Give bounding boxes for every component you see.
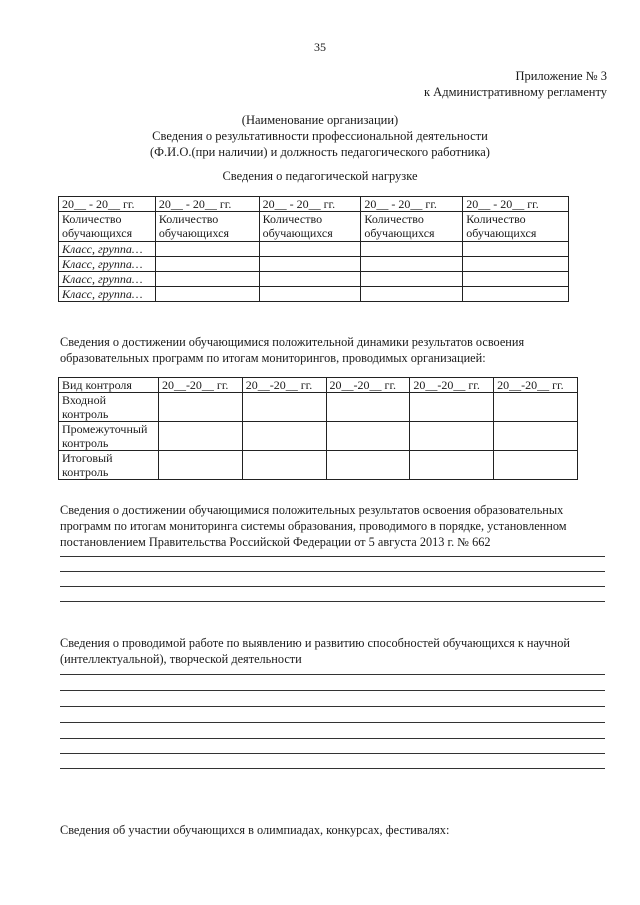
page-number: 35 bbox=[314, 40, 326, 54]
year-cell: 20__ - 20__ гг. bbox=[463, 197, 569, 212]
year-cell: 20__ - 20__ гг. bbox=[259, 197, 361, 212]
count-label: обучающихся bbox=[158, 226, 229, 240]
table-cell bbox=[155, 287, 259, 302]
year-cell: 20__ - 20__ гг. bbox=[59, 197, 156, 212]
count-header-cell bbox=[463, 212, 569, 242]
control-type-label: Промежуточный bbox=[62, 422, 148, 436]
year-cell: 20__-20__ гг. bbox=[410, 378, 494, 393]
year-cell: 20__ - 20__ гг. bbox=[155, 197, 259, 212]
appendix-line-2: к Административному регламенту bbox=[423, 85, 607, 99]
count-label: Количество bbox=[262, 212, 323, 226]
fill-in-line bbox=[60, 738, 605, 739]
control-type-header: Вид контроля bbox=[59, 378, 159, 393]
count-label: обучающихся bbox=[466, 226, 537, 240]
org-name-placeholder: (Наименование организации) bbox=[241, 113, 399, 127]
fill-in-line bbox=[60, 768, 605, 769]
document-subtitle: (Ф.И.О.(при наличии) и должность педагогического работника) bbox=[150, 145, 490, 159]
table-cell bbox=[326, 451, 410, 480]
table-cell bbox=[463, 287, 569, 302]
table-cell bbox=[259, 272, 361, 287]
table-cell bbox=[158, 451, 242, 480]
count-label: обучающихся bbox=[62, 226, 133, 240]
table-cell bbox=[494, 393, 578, 422]
year-cell: 20__-20__ гг. bbox=[242, 378, 326, 393]
count-label: Количество bbox=[364, 212, 424, 226]
table-cell bbox=[326, 393, 410, 422]
appendix-note bbox=[424, 68, 607, 100]
count-label: обучающихся bbox=[364, 226, 435, 240]
table-cell bbox=[242, 393, 326, 422]
table-cell bbox=[410, 451, 494, 480]
fill-in-line bbox=[60, 601, 605, 602]
count-label: Количество bbox=[158, 212, 219, 226]
olympiads-participation-text: Сведения об участии обучающихся в олимпиадах, конкурсах, фестивалях: bbox=[60, 823, 450, 837]
fill-in-line bbox=[60, 556, 605, 557]
control-type-cell bbox=[59, 451, 159, 480]
table-cell bbox=[410, 393, 494, 422]
table-cell bbox=[259, 287, 361, 302]
control-type-label: Итоговый bbox=[62, 451, 113, 465]
table-cell bbox=[155, 272, 259, 287]
year-cell: 20__ - 20__ гг. bbox=[361, 197, 463, 212]
fill-in-line bbox=[60, 753, 605, 754]
table-cell bbox=[463, 242, 569, 257]
teaching-load-table bbox=[58, 196, 569, 302]
control-type-label: контроль bbox=[62, 407, 109, 421]
control-type-cell bbox=[59, 393, 159, 422]
table-cell bbox=[259, 257, 361, 272]
monitoring-table bbox=[58, 377, 578, 480]
count-header-cell bbox=[155, 212, 259, 242]
count-header-cell bbox=[361, 212, 463, 242]
class-group-cell: Класс, группа… bbox=[59, 242, 156, 257]
table-cell bbox=[494, 451, 578, 480]
teaching-load-title: Сведения о педагогической нагрузке bbox=[222, 169, 418, 183]
count-label: обучающихся bbox=[262, 226, 333, 240]
table-cell bbox=[361, 242, 463, 257]
control-type-label: контроль bbox=[62, 465, 109, 479]
table-cell bbox=[361, 257, 463, 272]
year-cell: 20__-20__ гг. bbox=[158, 378, 242, 393]
table-cell bbox=[361, 287, 463, 302]
table-cell bbox=[158, 422, 242, 451]
appendix-line-1: Приложение № 3 bbox=[515, 69, 607, 83]
count-label: Количество bbox=[466, 212, 526, 226]
document-title: Сведения о результативности профессиональной деятельности bbox=[152, 129, 488, 143]
count-label: Количество bbox=[62, 212, 122, 226]
class-group-cell: Класс, группа… bbox=[59, 287, 156, 302]
fill-in-line bbox=[60, 586, 605, 587]
table-cell bbox=[155, 257, 259, 272]
fill-in-line bbox=[60, 706, 605, 707]
table-cell bbox=[410, 422, 494, 451]
monitoring-dynamics-text: Сведения о достижении обучающимися положительной динамики результатов освоения образовательных программ по итогам мониторингов, проводимых организацией: bbox=[60, 335, 525, 365]
fill-in-line bbox=[60, 674, 605, 675]
education-results-text: Сведения о достижении обучающимися положительных результатов освоения образовательных программ по итогам мониторинга системы образования, проводимого в порядке, установленном постановлением Правительства Российской Федерации от 5 августа 2013 г. № 662 bbox=[60, 503, 567, 549]
count-header-cell bbox=[59, 212, 156, 242]
count-header-cell bbox=[259, 212, 361, 242]
fill-in-line bbox=[60, 690, 605, 691]
table-cell bbox=[158, 393, 242, 422]
table-cell bbox=[242, 451, 326, 480]
table-cell bbox=[259, 242, 361, 257]
abilities-development-text: Сведения о проводимой работе по выявлению и развитию способностей обучающихся к научной (интеллектуальной), творческой деятельности bbox=[60, 636, 570, 666]
class-group-cell: Класс, группа… bbox=[59, 257, 156, 272]
fill-in-line bbox=[60, 722, 605, 723]
control-type-label: контроль bbox=[62, 436, 109, 450]
year-cell: 20__-20__ гг. bbox=[494, 378, 578, 393]
table-cell bbox=[242, 422, 326, 451]
table-cell bbox=[463, 272, 569, 287]
fill-in-line bbox=[60, 571, 605, 572]
table-cell bbox=[155, 242, 259, 257]
table-cell bbox=[463, 257, 569, 272]
class-group-cell: Класс, группа… bbox=[59, 272, 156, 287]
table-cell bbox=[494, 422, 578, 451]
control-type-cell bbox=[59, 422, 159, 451]
control-type-label: Входной bbox=[62, 393, 106, 407]
table-cell bbox=[326, 422, 410, 451]
year-cell: 20__-20__ гг. bbox=[326, 378, 410, 393]
table-cell bbox=[361, 272, 463, 287]
